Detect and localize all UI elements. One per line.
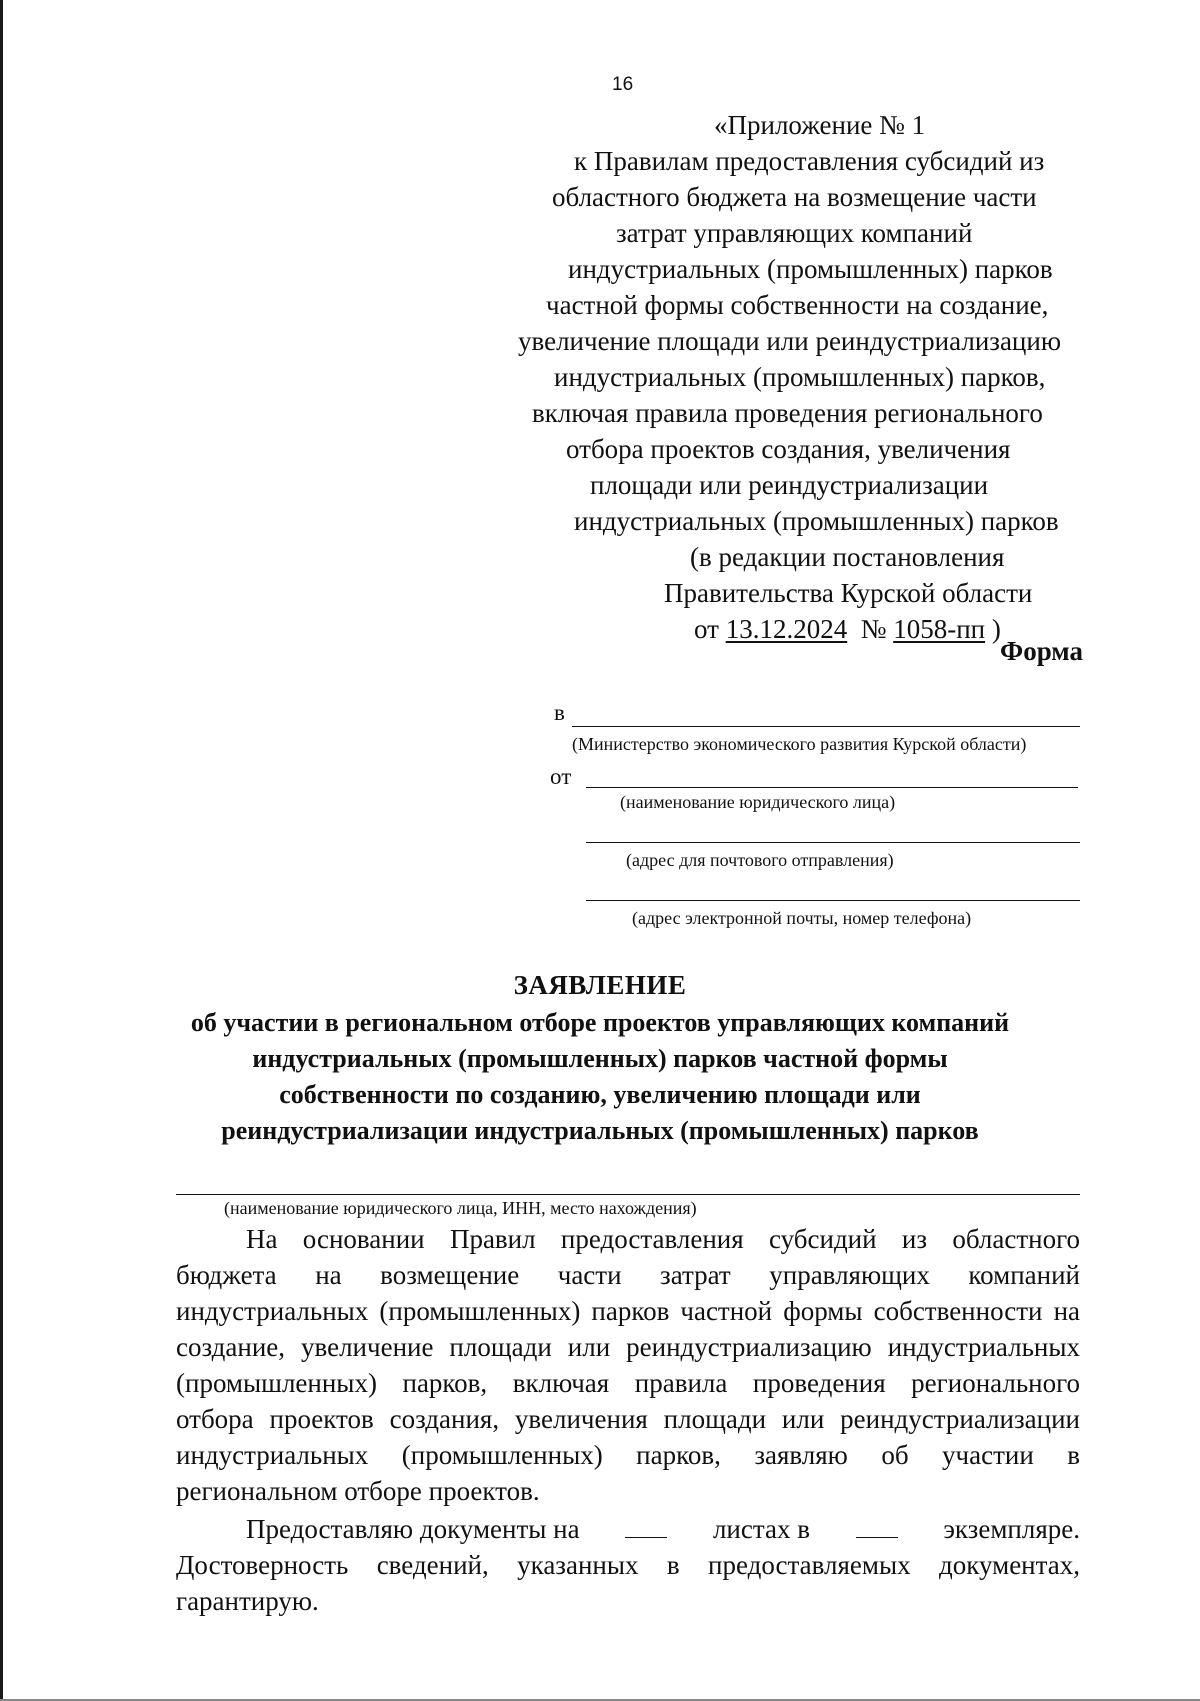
- docs-text-2: листах в: [712, 1514, 810, 1544]
- appendix-line: Правительства Курской области: [664, 578, 1033, 608]
- to-line[interactable]: [572, 726, 1080, 727]
- postal-caption: (адрес для почтового отправления): [626, 850, 894, 870]
- contact-caption: (адрес электронной почты, номер телефона): [632, 908, 972, 928]
- to-caption: (Министерство экономического развития Курской области): [572, 734, 1027, 754]
- form-label: Форма: [1000, 636, 1084, 666]
- paragraph-line: создание, увеличение площади или реиндустриализацию индустриальных: [176, 1332, 1080, 1362]
- appendix-line: (в редакции постановления: [690, 542, 1005, 572]
- subtitle-line: индустриальных (промышленных) парков частной формы: [252, 1044, 948, 1073]
- appendix-line: частной формы собственности на создание,: [546, 290, 1049, 320]
- contact-line[interactable]: [586, 900, 1080, 901]
- appendix-line: отбора проектов создания, увеличения: [566, 434, 1011, 464]
- subtitle-line: об участии в региональном отборе проектов управляющих компаний: [190, 1008, 1010, 1037]
- subtitle-line: собственности по созданию, увеличению площади или: [279, 1080, 921, 1109]
- appendix-line: площади или реиндустриализации: [590, 470, 989, 500]
- sheets-count-blank[interactable]: [625, 1517, 667, 1538]
- from-line[interactable]: [586, 787, 1078, 788]
- appendix-line: областного бюджета на возмещение части: [552, 182, 1037, 212]
- appendix-line-date: [694, 612, 1001, 646]
- paragraph-line: отбора проектов создания, увеличения площади или реиндустриализации: [176, 1404, 1080, 1434]
- applicant-name-line[interactable]: [176, 1194, 1080, 1195]
- appendix-line: «Приложение № 1: [714, 110, 926, 140]
- paragraph-line: региональном отборе проектов.: [176, 1476, 540, 1506]
- paragraph-line: гарантирую.: [176, 1586, 319, 1616]
- number-prefix: №: [860, 614, 887, 644]
- page-left-edge: [0, 0, 3, 1701]
- appendix-line: затрат управляющих компаний: [616, 218, 973, 248]
- date-prefix: от: [694, 614, 719, 644]
- docs-text-1: Предоставляю документы на: [246, 1514, 580, 1544]
- postal-address-line[interactable]: [586, 842, 1080, 843]
- paragraph-line: бюджета на возмещение части затрат управляющих компаний: [176, 1260, 1080, 1290]
- closing-paren: ): [991, 614, 1001, 644]
- paragraph-line: индустриальных (промышленных) парков, заявляю об участии в: [176, 1440, 1080, 1470]
- subtitle-line: реиндустриализации индустриальных (промышленных) парков: [221, 1116, 979, 1145]
- docs-text-3: экземпляре.: [943, 1514, 1080, 1544]
- from-caption: (наименование юридического лица): [620, 792, 896, 812]
- copies-count-blank[interactable]: [856, 1517, 898, 1538]
- resolution-date: 13.12.2024: [725, 614, 848, 644]
- paragraph-line: На основании Правил предоставления субсидий из областного: [246, 1224, 1080, 1254]
- to-label: в: [554, 700, 565, 725]
- paragraph-line: индустриальных (промышленных) парков частной формы собственности на: [176, 1296, 1080, 1326]
- paragraph-line: (промышленных) парков, включая правила проведения регионального: [176, 1368, 1080, 1398]
- page-number: 16: [612, 74, 634, 95]
- appendix-line: включая правила проведения регионального: [532, 398, 1043, 428]
- appendix-line: индустриальных (промышленных) парков: [568, 254, 1053, 284]
- appendix-line: к Правилам предоставления субсидий из: [574, 146, 1045, 176]
- document-title: ЗАЯВЛЕНИЕ: [513, 970, 687, 1000]
- paragraph-line: Достоверность сведений, указанных в предоставляемых документах,: [176, 1550, 1080, 1580]
- paragraph-line: [246, 1514, 1080, 1545]
- appendix-line: индустриальных (промышленных) парков,: [554, 362, 1046, 392]
- appendix-line: увеличение площади или реиндустриализацию: [518, 326, 1061, 356]
- applicant-caption: (наименование юридического лица, ИНН, место нахождения): [224, 1198, 697, 1218]
- appendix-line: индустриальных (промышленных) парков: [574, 506, 1059, 536]
- from-label: от: [550, 764, 572, 789]
- resolution-number: 1058-пп: [893, 614, 986, 644]
